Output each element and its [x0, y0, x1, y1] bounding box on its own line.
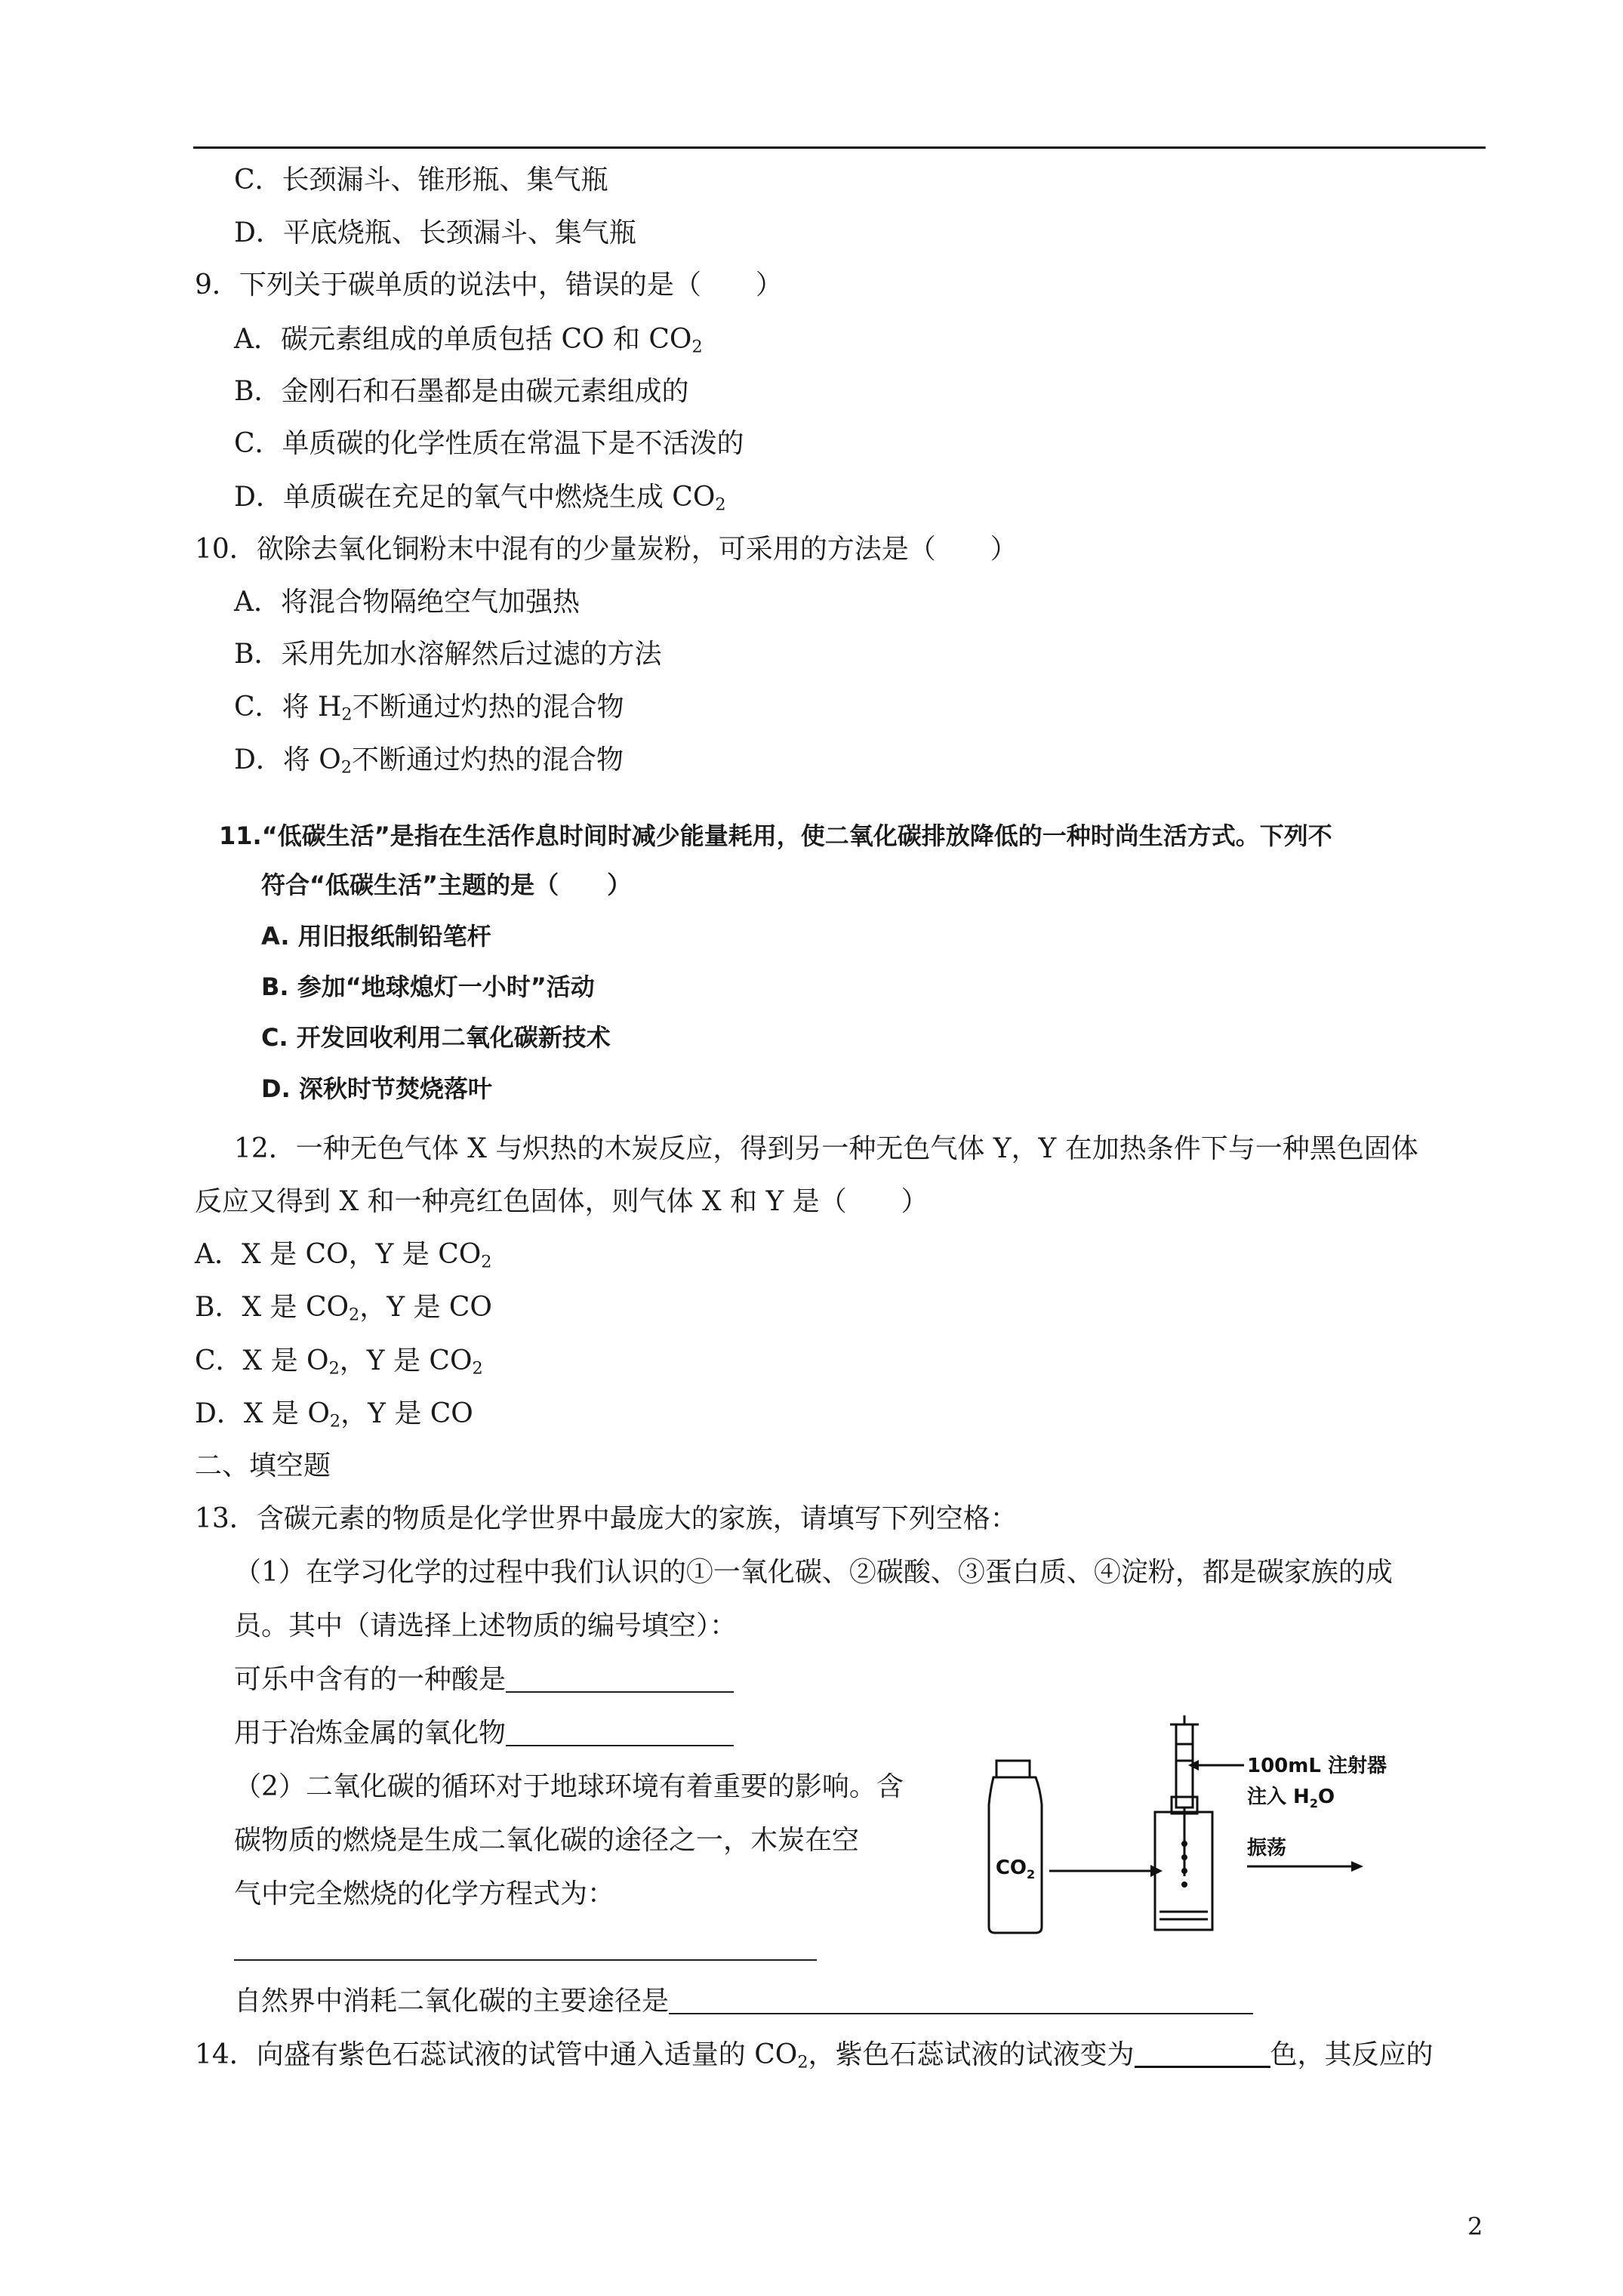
- equation-answer-blank[interactable]: [234, 1934, 817, 1961]
- right-arrow-icon: [1049, 1865, 1163, 1877]
- q12-option-b: B．X 是 $CO_2$，Y 是 CO: [195, 1292, 492, 1325]
- q10-option-b: B．采用先加水溶解然后过滤的方法: [234, 639, 662, 670]
- q12-option-a: A．X 是 CO，Y 是 $CO_2$: [195, 1239, 492, 1272]
- q12-stem-line1: 12．一种无色气体 X 与炽热的木炭反应，得到另一种无色气体 Y，Y 在加热条件下与一种黑色固体: [234, 1133, 1418, 1164]
- syringe-label: 100mL 注射器: [1247, 1755, 1387, 1777]
- q11-option-b: B. 参加“地球熄灯一小时”活动: [261, 972, 595, 1001]
- q14-stem: 14．向盛有紫色石蕊试液的试管中通入适量的 $CO_2$，紫色石蕊试液的试液变为 色，其反应的: [195, 2039, 1434, 2073]
- q12-option-d: D．X 是 $O_2$，Y 是 CO: [195, 1398, 473, 1432]
- shake-label: 振荡: [1247, 1837, 1287, 1860]
- answer-blank[interactable]: [506, 1666, 734, 1693]
- q13-part1-question1: 可乐中含有的一种酸是: [234, 1663, 734, 1697]
- section-fill-in-title: 二、填空题: [195, 1450, 331, 1481]
- q9-option-a: A．碳元素组成的单质包括 CO 和 $CO_2$: [234, 324, 703, 357]
- q10-option-a: A．将混合物隔绝空气加强热: [234, 587, 580, 618]
- shake-arrow-icon: [1247, 1861, 1363, 1872]
- q11-option-d: D. 深秋时节焚烧落叶: [261, 1074, 492, 1103]
- q11-option-a: A. 用旧报纸制铅笔杆: [261, 922, 491, 951]
- q10-option-d: D．将 $O_2$不断通过灼热的混合物: [234, 744, 624, 778]
- q9-option-c: C．单质碳的化学性质在常温下是不活泼的: [234, 428, 744, 459]
- co2-bottle-icon: [989, 1761, 1042, 1933]
- q9-option-b: B．金刚石和石墨都是由碳元素组成的: [234, 376, 689, 407]
- q8-option-d: D．平底烧瓶、长颈漏斗、集气瓶: [234, 217, 636, 248]
- pointer-arrow-icon: [1188, 1760, 1244, 1771]
- answer-blank[interactable]: [506, 1719, 734, 1746]
- q8-option-c: C．长颈漏斗、锥形瓶、集气瓶: [234, 165, 608, 196]
- q13-part2-question2: 自然界中消耗二氧化碳的主要途径是: [234, 1985, 1253, 2018]
- q13-part1-line2: 员。其中（请选择上述物质的编号填空）：: [234, 1610, 738, 1641]
- q12-stem-line2: 反应又得到 X 和一种亮红色固体，则气体 X 和 Y 是（ ）: [195, 1186, 929, 1217]
- q13-part1-line1: （1）在学习化学的过程中我们认识的①一氧化碳、②碳酸、③蛋白质、④淀粉，都是碳家族的成: [234, 1557, 1393, 1588]
- q9-option-d: D．单质碳在充足的氧气中燃烧生成 $CO_2$: [234, 482, 726, 515]
- bottle-label: $CO_2$: [995, 1857, 1036, 1881]
- syringe-flask-icon: [1155, 1715, 1212, 1930]
- q11-stem-line2: 符合“低碳生活”主题的是（ ）: [261, 871, 632, 899]
- q13-part2-line3: 气中完全燃烧的化学方程式为：: [234, 1878, 615, 1909]
- header-rule: [193, 146, 1486, 149]
- q9-stem: 9．下列关于碳单质的说法中，错误的是（ ）: [195, 270, 783, 300]
- q13-stem: 13．含碳元素的物质是化学世界中最庞大的家族，请填写下列空格：: [195, 1503, 1018, 1534]
- color-answer-blank[interactable]: [1135, 2040, 1270, 2068]
- q13-part1-question2: 用于冶炼金属的氧化物: [234, 1717, 734, 1750]
- q11-stem-line1: 11.“低碳生活”是指在生活作息时间时减少能量耗用，使二氧化碳排放降低的一种时尚生活方式。下列不: [219, 821, 1332, 850]
- q10-option-c: C．将 $H_2$不断通过灼热的混合物: [234, 692, 624, 725]
- page-number: 2: [1467, 2212, 1483, 2241]
- q13-equation-blank-line: [234, 1931, 817, 1965]
- answer-blank[interactable]: [669, 1987, 1253, 2014]
- q12-option-c: C．X 是 $O_2$，Y 是 $CO_2$: [195, 1345, 483, 1379]
- experiment-figure: [974, 1714, 1472, 1940]
- q13-part2-line2: 碳物质的燃烧是生成二氧化碳的途径之一，木炭在空: [234, 1825, 860, 1856]
- q13-part2-line1: （2）二氧化碳的循环对于地球环境有着重要的影响。含: [234, 1771, 904, 1802]
- q11-option-c: C. 开发回收利用二氧化碳新技术: [261, 1023, 611, 1052]
- inject-water-label: 注入 $H_2O$: [1247, 1786, 1335, 1811]
- q10-stem: 10．欲除去氧化铜粉末中混有的少量炭粉，可采用的方法是（ ）: [195, 534, 1018, 565]
